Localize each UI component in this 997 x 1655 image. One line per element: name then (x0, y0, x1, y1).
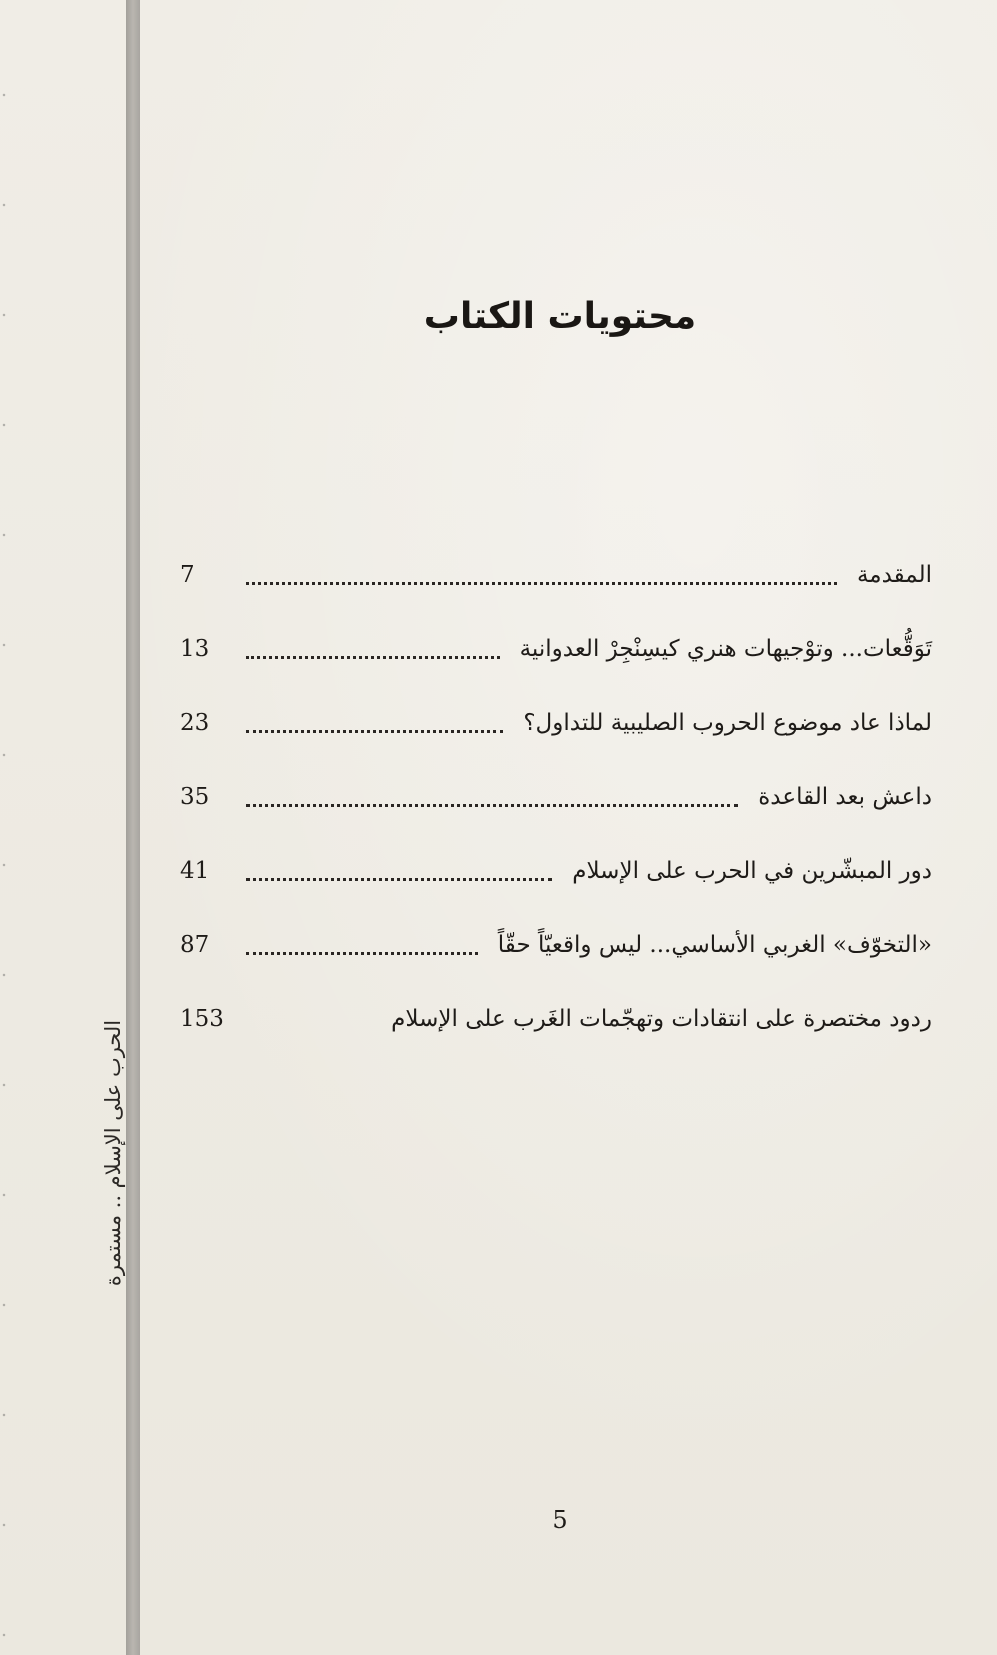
toc-entry-title: لماذا عاد موضوع الحروب الصليبية للتداول؟ (523, 710, 932, 736)
toc-entry-title: تَوَقُّعات... وتوْجيهات هنري كيسِنْجِرْ العدوانية (519, 636, 932, 662)
toc-entry-page: 23 (180, 710, 210, 736)
page-title: محتويات الكتاب (423, 296, 697, 337)
toc-entry-page: 7 (180, 562, 195, 588)
toc-entry-page: 35 (180, 784, 210, 810)
toc-entry-title: المقدمة (856, 562, 932, 588)
toc-leader-dots (246, 581, 837, 585)
toc-entry[interactable] (180, 538, 932, 612)
toc-leader-dots (246, 1027, 371, 1028)
toc-leader-dots (246, 729, 503, 733)
page-number: 5 (552, 1506, 568, 1534)
toc-leader-dots (246, 951, 478, 955)
toc-entry[interactable] (180, 982, 932, 1056)
toc-entry-title: داعش بعد القاعدة (758, 784, 932, 810)
toc-entry-page: 153 (180, 1006, 224, 1032)
table-of-contents (180, 538, 932, 1056)
toc-entry-page: 87 (180, 932, 210, 958)
toc-entry[interactable] (180, 612, 932, 686)
spine-gray-bar (126, 0, 140, 1655)
toc-entry-title: ردود مختصرة على انتقادات وتهجّمات الغَرب على الإسلام (391, 1006, 932, 1032)
running-head: الحرب على الإسلام .. مستمرة (101, 1019, 125, 1287)
page-edge-marks (0, 0, 8, 1655)
toc-entry-title: دور المبشّرين في الحرب على الإسلام (572, 858, 932, 884)
toc-leader-dots (246, 655, 500, 659)
toc-entry-title: «التخوّف» الغربي الأساسي... ليس واقعيّاً حقّاً (497, 932, 932, 958)
toc-entry[interactable] (180, 834, 932, 908)
toc-entry-page: 41 (180, 858, 210, 884)
toc-entry[interactable] (180, 686, 932, 760)
toc-leader-dots (246, 877, 552, 881)
toc-leader-dots (246, 803, 738, 807)
toc-entry[interactable] (180, 760, 932, 834)
toc-entry[interactable] (180, 908, 932, 982)
toc-entry-page: 13 (180, 636, 210, 662)
